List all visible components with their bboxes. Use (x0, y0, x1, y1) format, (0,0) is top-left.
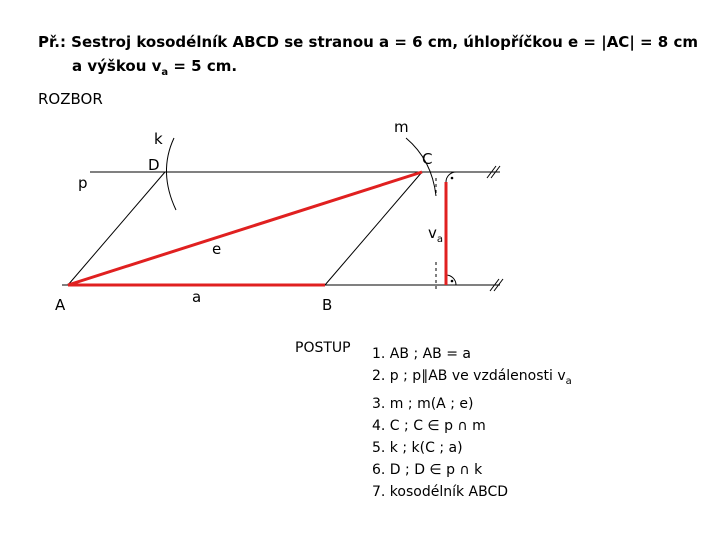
right-angle-top (446, 172, 456, 182)
step-item (372, 459, 572, 481)
label-va (428, 224, 443, 245)
section-label-rozbor: ROZBOR (38, 90, 103, 108)
step-item (372, 415, 572, 437)
step-item (372, 393, 572, 415)
right-angle-dot-top (451, 177, 454, 180)
label-e: e (212, 240, 222, 258)
label-m: m (394, 118, 409, 136)
label-a: a (192, 288, 202, 306)
step-item (372, 365, 572, 393)
diagonal-e-red (68, 172, 422, 285)
label-va-main: v (428, 224, 437, 242)
task-title-line2-sub: a (161, 67, 169, 78)
label-p: p (78, 174, 88, 192)
step-text: 5. k ; k(C ; a) (372, 439, 463, 456)
section-label-postup: POSTUP (295, 340, 351, 356)
arc-k (166, 138, 176, 210)
task-title-line2-prefix: a výškou v (72, 57, 162, 75)
step-text: 3. m ; m(A ; e) (372, 395, 474, 412)
step-text: 6. D ; D ∈ p ∩ k (372, 461, 483, 478)
step-item (372, 343, 572, 365)
label-C: C (422, 150, 433, 168)
label-va-sub: a (436, 234, 444, 245)
step-text-sub: a (565, 375, 572, 387)
label-B: B (322, 296, 333, 314)
steps-list (372, 343, 572, 503)
step-text: 1. AB ; AB = a (372, 346, 471, 362)
step-text: 2. p ; p∥AB ve vzdálenosti v (372, 368, 566, 384)
step-text: 4. C ; C ∈ p ∩ m (372, 417, 486, 434)
task-title-line2-suffix: = 5 cm. (168, 57, 238, 75)
label-D: D (148, 156, 160, 174)
label-k: k (154, 130, 163, 148)
step-item (372, 437, 572, 459)
task-title-line1: Př.: Sestroj kosodélník ABCD se stranou a = 6 cm, úhlopříčkou e = |AC| = 8 cm (38, 33, 698, 51)
step-item (372, 481, 572, 503)
step-text: 7. kosodélník ABCD (372, 483, 509, 500)
label-A: A (55, 296, 66, 314)
right-angle-dot-bottom (451, 280, 454, 283)
